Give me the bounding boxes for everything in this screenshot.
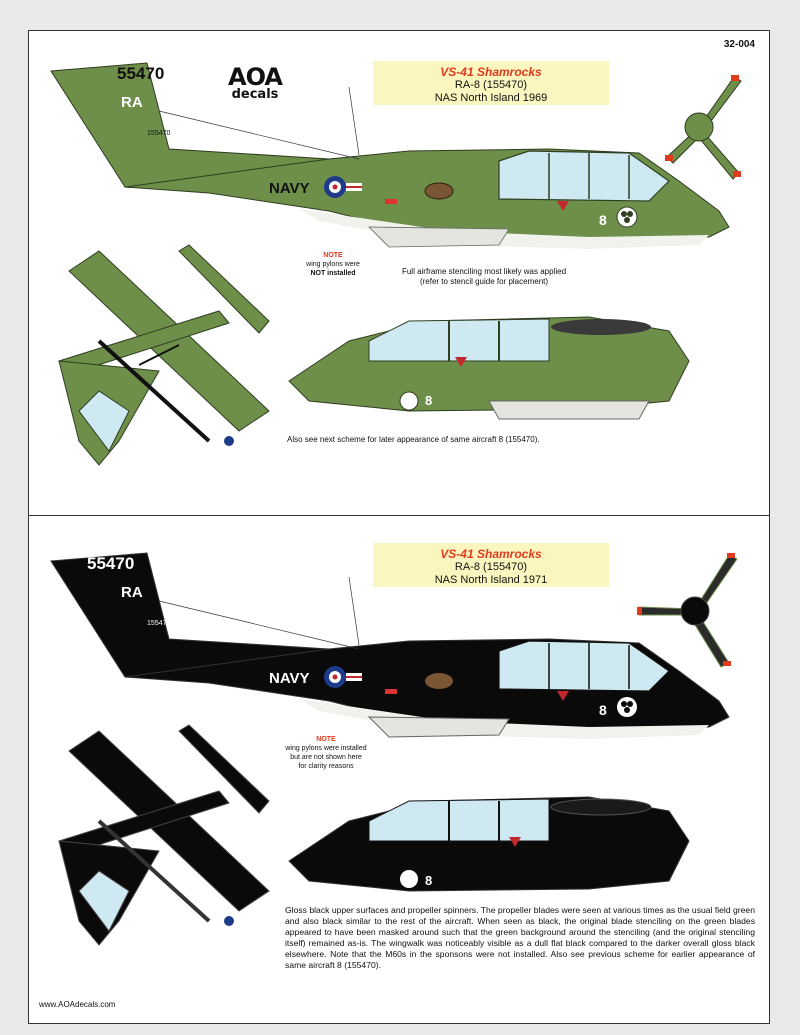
tail-small-number: 155470 — [147, 130, 171, 137]
tail-number-text: 55470 — [117, 64, 165, 83]
scheme2-base-year: NAS North Island 1971 — [434, 574, 548, 586]
scheme1-canopy-detail — [289, 301, 689, 441]
modex-number: 8 — [599, 702, 607, 718]
note-line: wing pylons were — [306, 261, 360, 268]
propeller-green — [639, 67, 759, 187]
note-line: but are not shown here — [290, 754, 362, 761]
website-link[interactable]: www.AOAdecals.com — [39, 1000, 116, 1009]
detail-modex: 8 — [425, 873, 433, 888]
scheme1-note — [283, 251, 383, 278]
note-heading: NOTE — [323, 252, 343, 259]
tail-number-text: 55470 — [87, 554, 135, 573]
note-line: for clarity reasons — [298, 763, 354, 770]
sheet-number: 32-004 — [723, 39, 755, 50]
scheme1-aircraft: RA-8 (155470) — [454, 79, 528, 91]
scheme2-canopy-detail — [289, 781, 689, 911]
scheme1-top-view — [39, 241, 269, 481]
tail-small-number: 155470 — [147, 620, 171, 627]
shamrock-icon — [617, 697, 637, 717]
see-next-caption: Also see next scheme for later appearance of same aircraft 8 (155470). — [287, 435, 540, 444]
scheme2-aircraft: RA-8 (155470) — [454, 561, 528, 573]
scheme2-note — [271, 735, 381, 771]
scheme1-title: VS-41 Shamrocks — [440, 65, 542, 79]
tail-code-text: RA — [121, 584, 143, 601]
detail-modex: 8 — [425, 393, 433, 408]
scheme2-description: Gloss black upper surfaces and propeller spinners. The propeller blades were seen at various times as the usual field green and also black similar to the rest of the aircraft. When seen as black, the original blade stenciling on the green blades appeared to have been masked around such that the green background around the stenciling (and the original stenciling itself) remained as-is. The wingwalk was noticeably visible as a dull flat black compared to the darker overall gloss black elsewhere. Note that the M60s in the sponsons were not installed. Also see previous scheme for earlier appearance of same aircraft 8 (155470). — [285, 905, 755, 970]
note-line: NOT installed — [310, 270, 356, 277]
scheme2-top-view — [39, 721, 269, 961]
section-divider — [29, 515, 769, 516]
navy-text: NAVY — [269, 180, 310, 197]
navy-text: NAVY — [269, 670, 310, 687]
modex-number: 8 — [599, 212, 607, 228]
logo-text: AOA — [228, 63, 282, 91]
propeller-black — [629, 545, 749, 675]
shamrock-icon — [617, 207, 637, 227]
stencil-caption — [369, 267, 599, 287]
logo-subtext: decals — [231, 87, 279, 102]
scheme1-base-year: NAS North Island 1969 — [434, 92, 548, 104]
note-heading: NOTE — [316, 736, 336, 743]
stencil-line: Full airframe stenciling most likely was applied — [401, 267, 567, 276]
tail-code-text: RA — [121, 94, 143, 111]
scheme2-title: VS-41 Shamrocks — [440, 547, 542, 561]
note-line: wing pylons were installed — [285, 745, 367, 752]
stencil-line: (refer to stencil guide for placement) — [419, 277, 549, 286]
decal-sheet — [28, 30, 770, 1024]
